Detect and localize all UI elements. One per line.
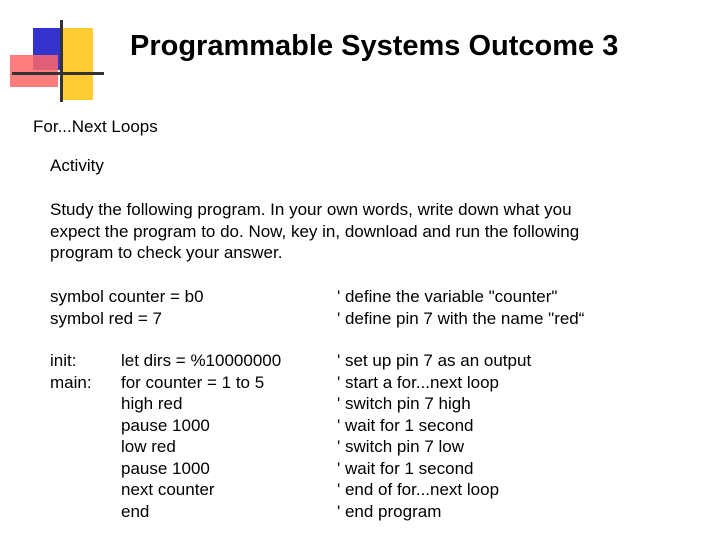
slide-title: Programmable Systems Outcome 3 <box>130 30 619 62</box>
logo-red-square <box>10 55 58 87</box>
statement-label: main: <box>50 372 92 392</box>
statement-code: for counter = 1 to 5 <box>121 372 265 392</box>
statement-code: next counter <box>121 480 215 499</box>
statement-code: pause 1000 <box>121 458 210 478</box>
declaration-code: symbol red = 7 <box>50 308 162 328</box>
instructions-line: program to check your answer. <box>50 243 283 262</box>
statement-comment: ' switch pin 7 high <box>337 394 471 413</box>
logo-horizontal-line <box>12 72 104 75</box>
statement-code: end <box>121 501 150 521</box>
statement-comment: ' wait for 1 second <box>337 458 474 478</box>
statement-code: pause 1000 <box>121 415 210 435</box>
activity-heading: Activity <box>50 156 104 175</box>
statement-comment: ' end program <box>337 501 442 521</box>
statement-comment: ' end of for...next loop <box>337 480 500 499</box>
statement-comment: ' wait for 1 second <box>337 415 474 435</box>
statement-comment: ' switch pin 7 low <box>337 437 465 456</box>
instructions-line: expect the program to do. Now, key in, download and run the following <box>50 221 580 241</box>
declaration-code: symbol counter = b0 <box>50 287 204 306</box>
statement-label: init: <box>50 351 77 370</box>
statement-code: low red <box>121 437 176 456</box>
logo-vertical-line <box>60 20 63 102</box>
statement-comment: ' set up pin 7 as an output <box>337 351 532 370</box>
decorative-logo <box>0 0 110 110</box>
slide-subtitle: For...Next Loops <box>33 117 158 136</box>
declaration-comment: ' define the variable "counter" <box>337 287 558 306</box>
instructions-paragraph <box>50 199 579 264</box>
statement-comment: ' start a for...next loop <box>337 372 499 392</box>
instructions-line: Study the following program. In your own words, write down what you <box>50 200 572 219</box>
statement-code: high red <box>121 394 183 413</box>
logo-yellow-square <box>63 28 93 100</box>
statement-code: let dirs = %10000000 <box>121 351 282 370</box>
declaration-comment: ' define pin 7 with the name "red“ <box>337 308 585 328</box>
